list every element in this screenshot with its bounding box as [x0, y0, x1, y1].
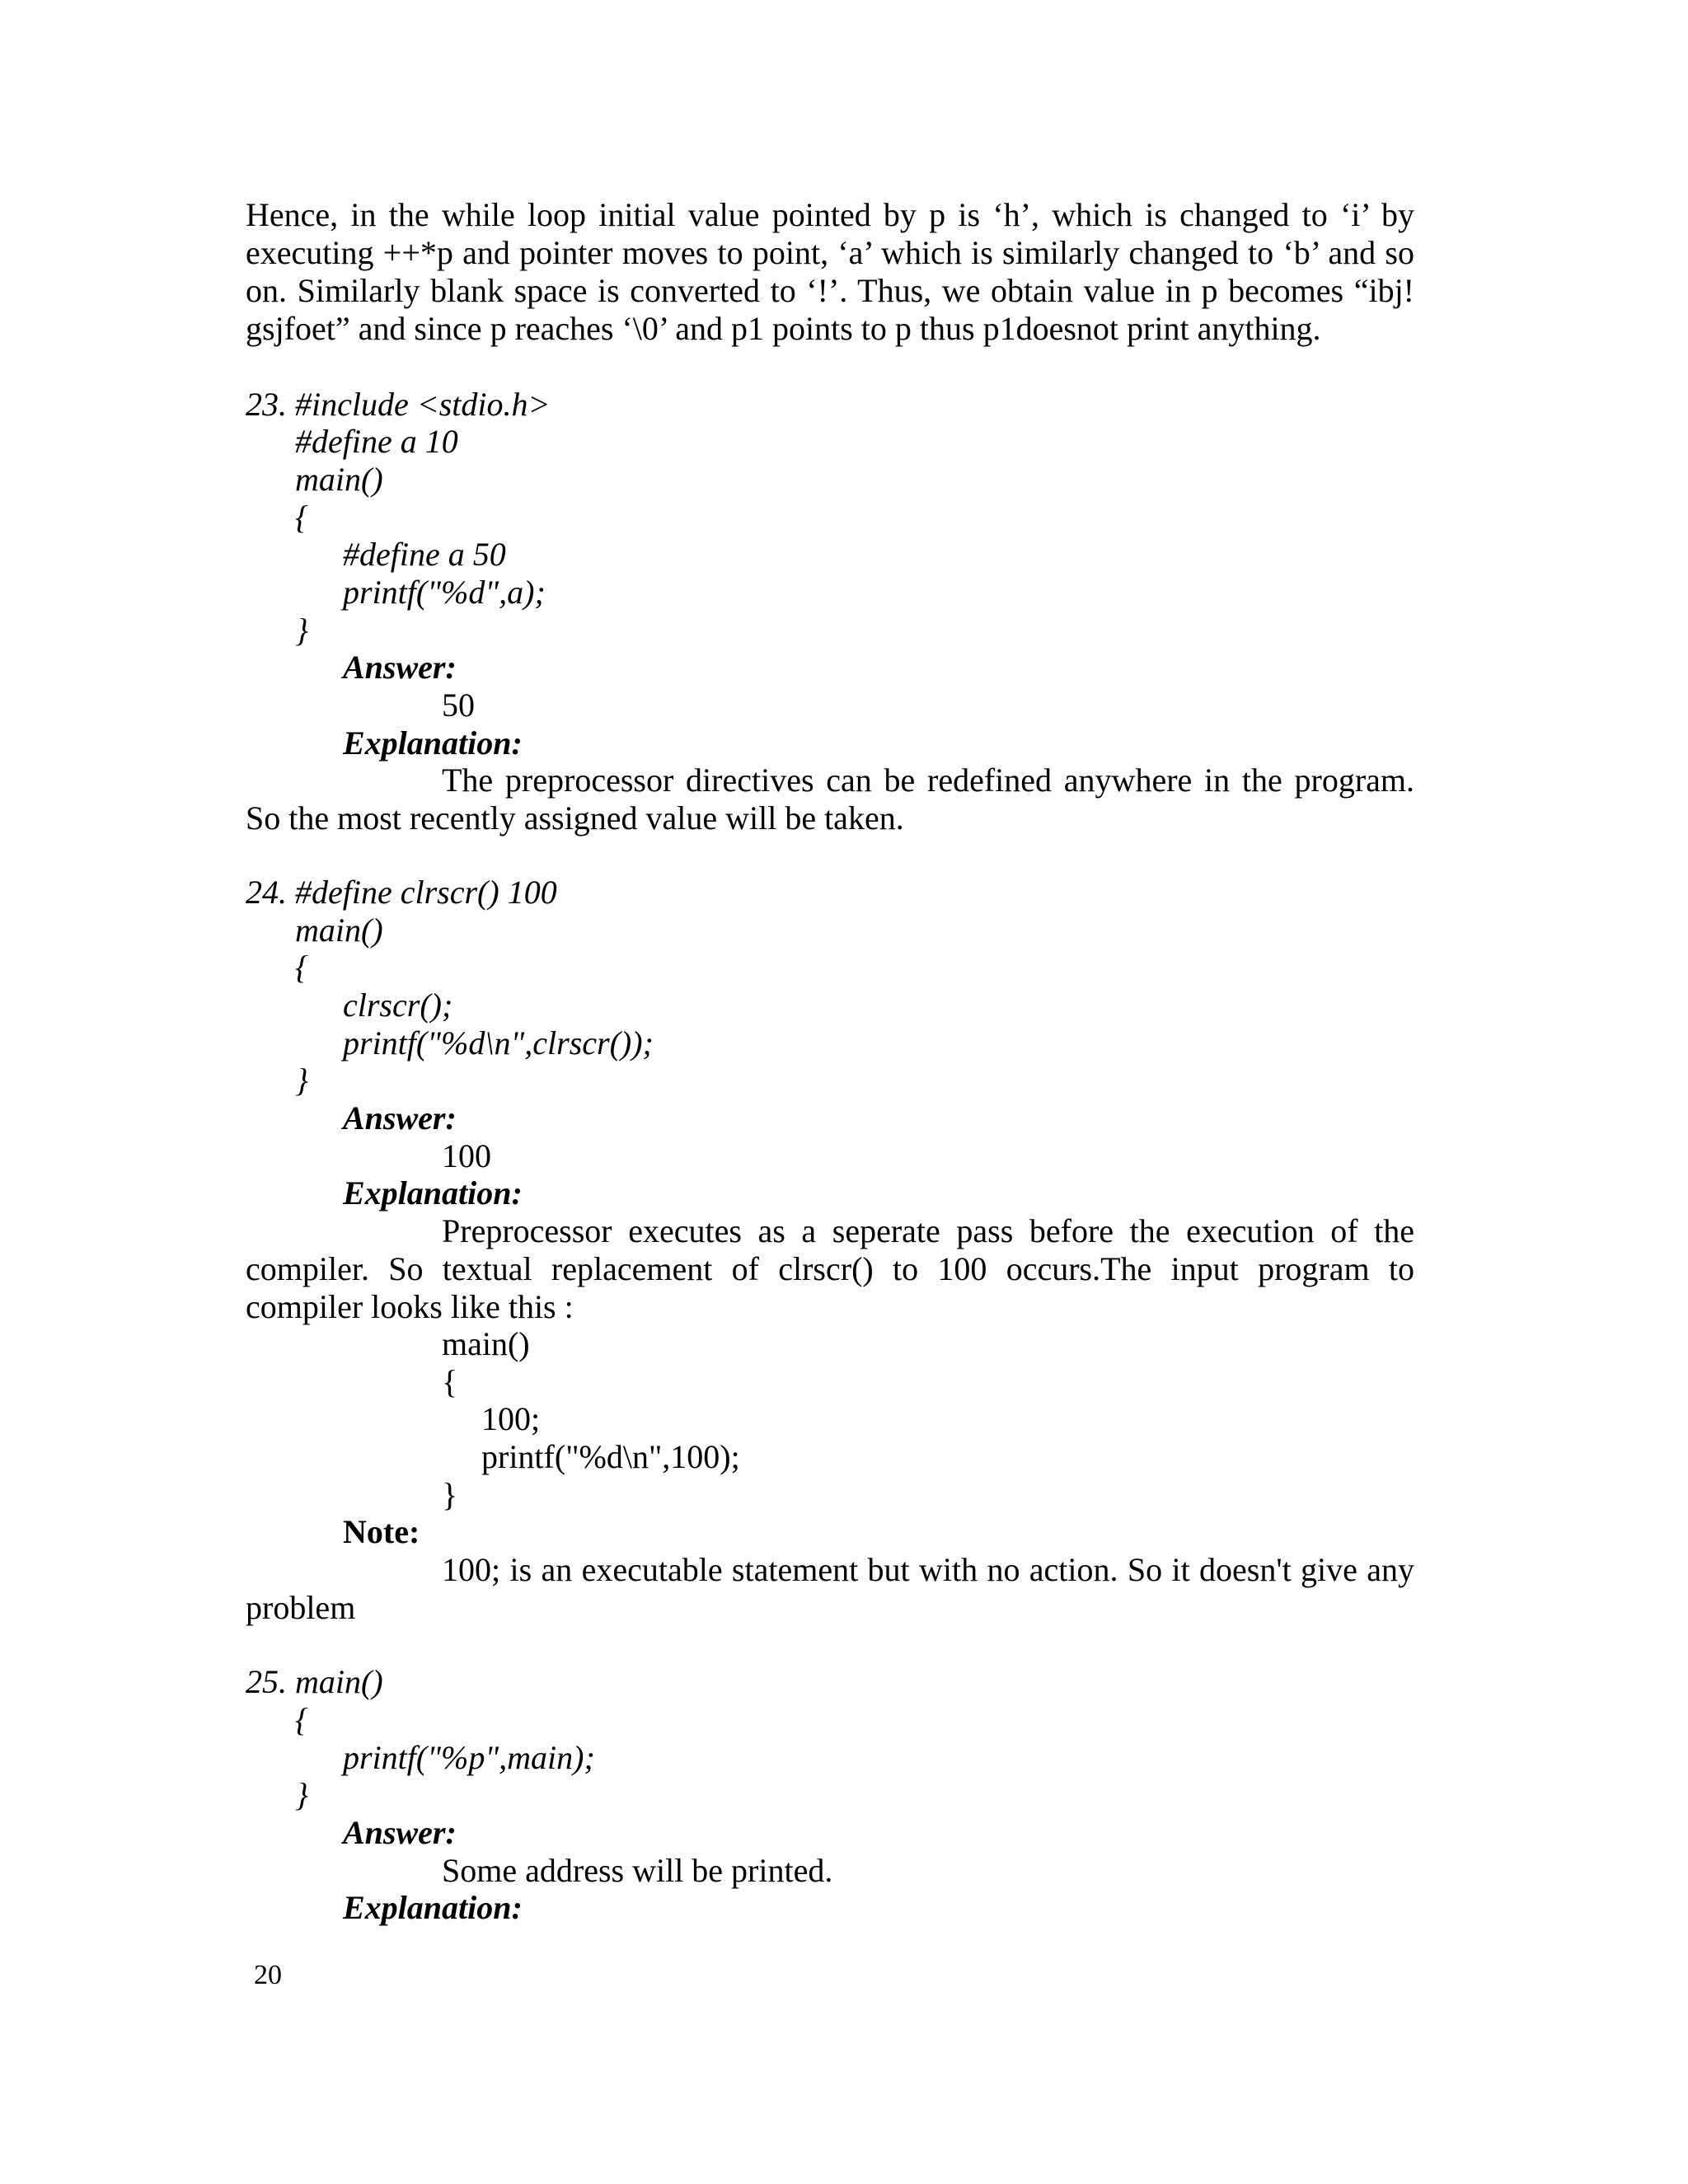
q24-answer-label: Answer:	[343, 1099, 457, 1137]
q25-answer: Some address will be printed.	[442, 1852, 833, 1889]
q24-code-line-5: printf("%d\n",clrscr());	[343, 1024, 654, 1062]
page-number: 20	[254, 1960, 282, 1990]
q24-code-line-4: clrscr();	[343, 987, 453, 1024]
q24-expanded-line-4: printf("%d\n",100);	[481, 1438, 740, 1475]
q24-note-label: Note:	[343, 1513, 420, 1550]
q23-code-line-1: 23. #include <stdio.h>	[246, 386, 551, 423]
q23-explanation-label: Explanation:	[343, 724, 523, 762]
q24-note: 100; is an executable statement but with no action. So it doesn't give any problem	[246, 1551, 1414, 1626]
q24-expanded-line-3: 100;	[481, 1400, 541, 1437]
q25-code-line-3: printf("%p",main);	[343, 1739, 595, 1776]
q25-code-line-4: }	[295, 1776, 308, 1813]
q24-expanded-line-5: }	[442, 1476, 458, 1513]
q24-expanded-line-1: main()	[442, 1325, 530, 1362]
q23-code-line-3: main()	[295, 461, 383, 498]
q24-code-line-1: 24. #define clrscr() 100	[246, 874, 557, 911]
q24-explanation: Preprocessor executes as a seperate pass before the execution of the compiler. So textual replacement of clrscr() to 100 occurs.The input program to compiler looks like this :	[246, 1212, 1414, 1325]
q25-code-line-2: {	[295, 1701, 308, 1738]
q23-answer-label: Answer:	[343, 649, 457, 686]
q23-code-line-4: {	[295, 499, 308, 536]
q24-answer: 100	[442, 1137, 491, 1174]
q23-answer: 50	[442, 687, 475, 724]
intro-paragraph: Hence, in the while loop initial value pointed by p is ‘h’, which is changed to ‘i’ by executing ++*p and pointer moves to point, ‘a’ which is similarly changed to ‘b’ and so on. Similarly blank space is converted to ‘!’. Thus, we obtain value in p becomes “ibj! gsjfoet” and since p reaches ‘\0’ and p1 points to p thus p1doesnot print anything.	[246, 196, 1414, 347]
q24-code-line-2: main()	[295, 912, 383, 949]
q24-code-line-3: {	[295, 949, 308, 986]
q23-explanation: The preprocessor directives can be redefined anywhere in the program. So the most recently assigned value will be taken.	[246, 762, 1414, 837]
q23-code-line-6: printf("%d",a);	[343, 574, 546, 611]
q23-code-line-7: }	[295, 612, 308, 649]
q23-code-line-2: #define a 10	[295, 423, 458, 460]
q23-code-line-5: #define a 50	[343, 536, 506, 573]
q25-code-line-1: 25. main()	[246, 1663, 383, 1700]
q25-answer-label: Answer:	[343, 1814, 457, 1851]
q24-explanation-label: Explanation:	[343, 1174, 523, 1212]
q24-expanded-line-2: {	[442, 1363, 458, 1400]
q24-code-line-6: }	[295, 1062, 308, 1099]
q25-explanation-label: Explanation:	[343, 1889, 523, 1926]
